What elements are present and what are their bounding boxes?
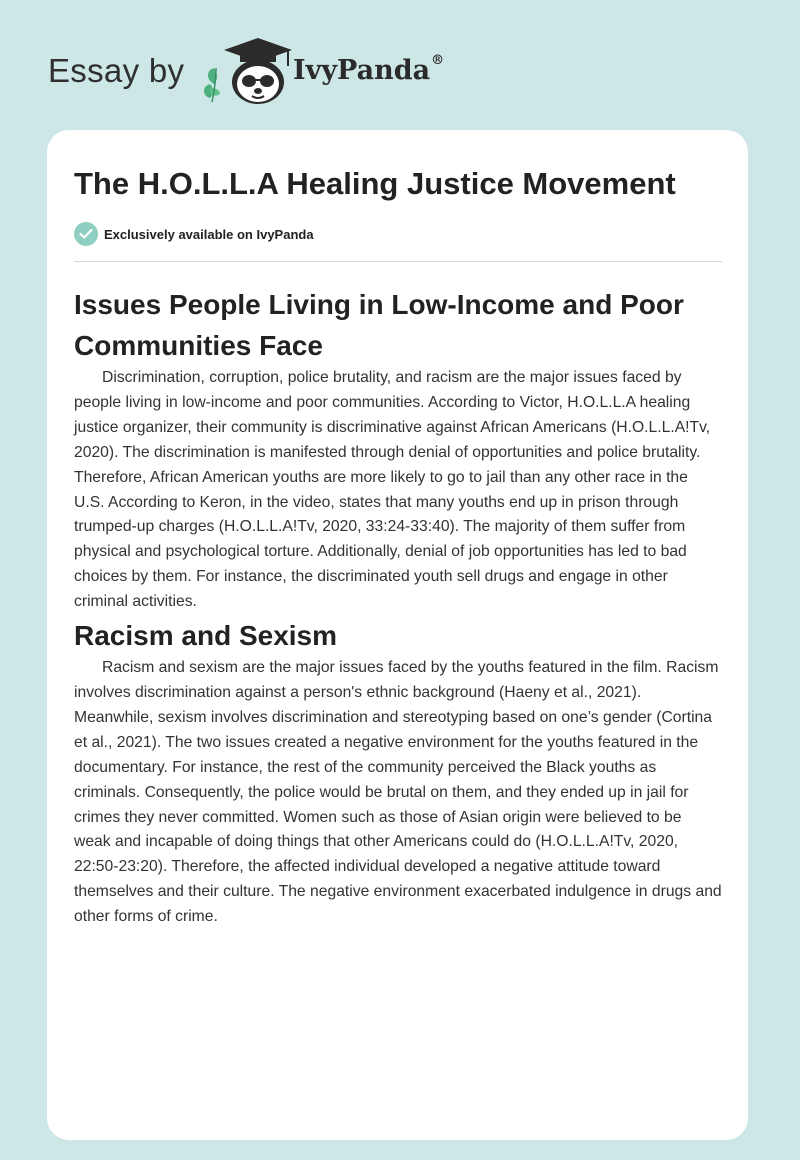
section-heading-issues: Issues People Living in Low-Income and Poor Communities Face xyxy=(74,289,684,361)
title-divider xyxy=(74,261,722,262)
ivypanda-logo-icon[interactable] xyxy=(200,36,300,108)
check-badge-icon xyxy=(74,222,98,246)
section-paragraph-issues: Discrimination, corruption, police brutality, and racism are the major issues faced by people living in low-income and poor communities. According to Victor, H.O.L.L.A healing justice organizer, their community is discriminative against African Americans (H.O.L.L.A!Tv, 2020). The discrimination is manifested through denial of opportunities and police brutality. Therefore, African American youths are more likely to go to jail than any other race in the U.S. According to Keron, in the video, states that many youths end up in prison through trumped-up charges (H.O.L.L.A!Tv, 2020, 33:24-33:40). The majority of them suffer from physical and psychological torture. Additionally, denial of job opportunities has led to bad choices by them. For instance, the discriminated youth sell drugs and engage in other criminal activities. xyxy=(74,369,711,611)
essay-by-label: Essay by xyxy=(48,52,185,89)
essay-card xyxy=(47,130,748,1140)
section-heading-racism-sexism: Racism and Sexism xyxy=(74,620,338,652)
exclusive-label: Exclusively available on IvyPanda xyxy=(104,226,314,242)
registered-mark: ® xyxy=(431,53,445,68)
ivypanda-brand-name[interactable] xyxy=(293,55,444,86)
site-header xyxy=(48,36,528,108)
brand-name-text: IvyPanda xyxy=(293,55,431,86)
essay-content xyxy=(74,284,722,930)
exclusive-notice xyxy=(74,222,314,246)
page-title: The H.O.L.L.A Healing Justice Movement xyxy=(74,166,676,201)
section-paragraph-racism-sexism: Racism and sexism are the major issues faced by the youths featured in the film. Racism involves discrimination against a person's ethnic background (Haeny et al., 2021). Meanwhile, sexism involves discrimination and stereotyping based on one’s gender (Cortina et al., 2021). The two issues created a negative environment for the youths featured in the documentary. For instance, the rest of the community perceived the Black youths as criminals. Consequently, the police would be brutal on them, and they ended up in jail for crimes they never committed. Women such as those of Asian origin were believed to be weak and incapable of doing things that other Americans could do (H.O.L.L.A!Tv, 2020, 22:50-23:20). Therefore, the affected individual developed a negative attitude toward themselves and their culture. The negative environment exacerbated indulgence in drugs and other forms of crime. xyxy=(74,659,722,926)
